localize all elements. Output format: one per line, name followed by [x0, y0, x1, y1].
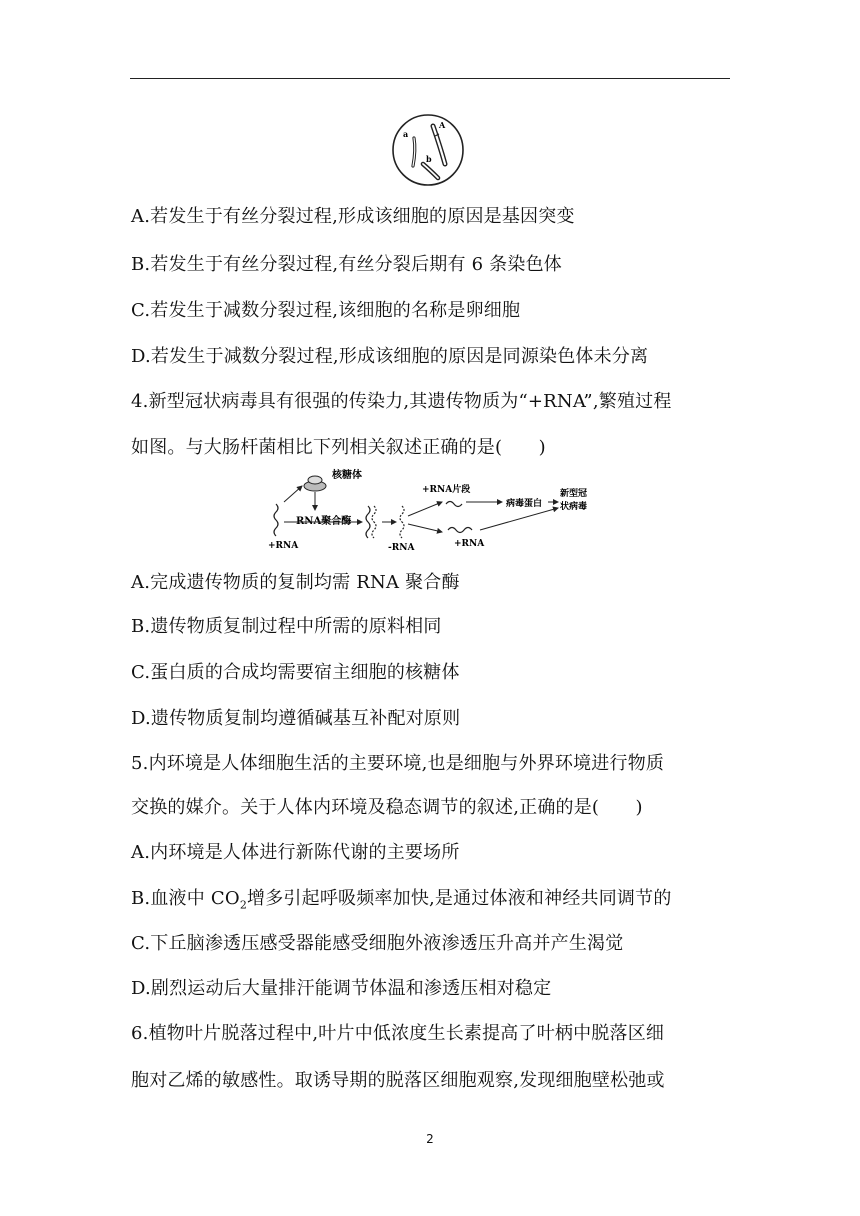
- option-5b: [131, 884, 672, 912]
- option-5b-before: B.血液中 CO: [131, 888, 240, 909]
- option-3d: D.若发生于减数分裂过程,形成该细胞的原因是同源染色体未分离: [131, 346, 649, 367]
- minus-rna-label: -RNA: [388, 543, 415, 553]
- option-4c: C.蛋白质的合成均需要宿主细胞的核糖体: [131, 662, 460, 683]
- option-4b: B.遗传物质复制过程中所需的原料相同: [131, 616, 442, 637]
- viral-protein-label: 病毒蛋白: [506, 499, 543, 509]
- virus-replication-figure: [262, 466, 592, 556]
- polymerase-label: RNA聚合酶: [296, 516, 352, 527]
- question-6-line2: 胞对乙烯的敏感性。取诱导期的脱落区细胞观察,发现细胞壁松弛或: [131, 1070, 665, 1091]
- option-3a: A.若发生于有丝分裂过程,形成该细胞的原因是基因突变: [131, 206, 575, 227]
- option-5d: D.剧烈运动后大量排汗能调节体温和渗透压相对稳定: [131, 978, 552, 999]
- co2-subscript: 2: [239, 898, 248, 912]
- option-4a: A.完成遗传物质的复制均需 RNA 聚合酶: [131, 572, 460, 593]
- question-5-line2: 交换的媒介。关于人体内环境及稳态调节的叙述,正确的是( ): [131, 797, 643, 818]
- plus-rna-left: +RNA: [268, 541, 299, 551]
- question-5-line1: 5.内环境是人体细胞生活的主要环境,也是细胞与外界环境进行物质: [131, 753, 665, 774]
- label-a: a: [403, 129, 409, 139]
- option-3c: C.若发生于减数分裂过程,该细胞的名称是卵细胞: [131, 300, 521, 321]
- label-A: A: [439, 120, 446, 130]
- rna-fragment-label: +RNA片段: [422, 485, 471, 495]
- question-4-line1: 4.新型冠状病毒具有很强的传染力,其遗传物质为“+RNA”,繁殖过程: [131, 391, 672, 412]
- page-number: 2: [426, 1132, 434, 1146]
- virus-label-1: 新型冠: [560, 489, 588, 499]
- option-5b-after: 增多引起呼吸频率加快,是通过体液和神经共同调节的: [247, 888, 672, 909]
- question-4-line2: 如图。与大肠杆菌相比下列相关叙述正确的是( ): [131, 437, 546, 458]
- label-b: b: [426, 154, 432, 164]
- cell-chromosome-figure: [390, 112, 466, 188]
- option-5c: C.下丘脑渗透压感受器能感受细胞外液渗透压升高并产生渴觉: [131, 933, 624, 954]
- option-5a: A.内环境是人体进行新陈代谢的主要场所: [131, 842, 460, 863]
- ribosome-label: 核糖体: [332, 470, 362, 481]
- plus-rna-right: +RNA: [454, 539, 485, 549]
- header-rule: [130, 78, 730, 79]
- question-6-line1: 6.植物叶片脱落过程中,叶片中低浓度生长素提高了叶柄中脱落区细: [131, 1023, 665, 1044]
- virus-label-2: 状病毒: [560, 502, 588, 512]
- option-3b: B.若发生于有丝分裂过程,有丝分裂后期有 6 条染色体: [131, 254, 562, 275]
- option-4d: D.遗传物质复制均遵循碱基互补配对原则: [131, 708, 461, 729]
